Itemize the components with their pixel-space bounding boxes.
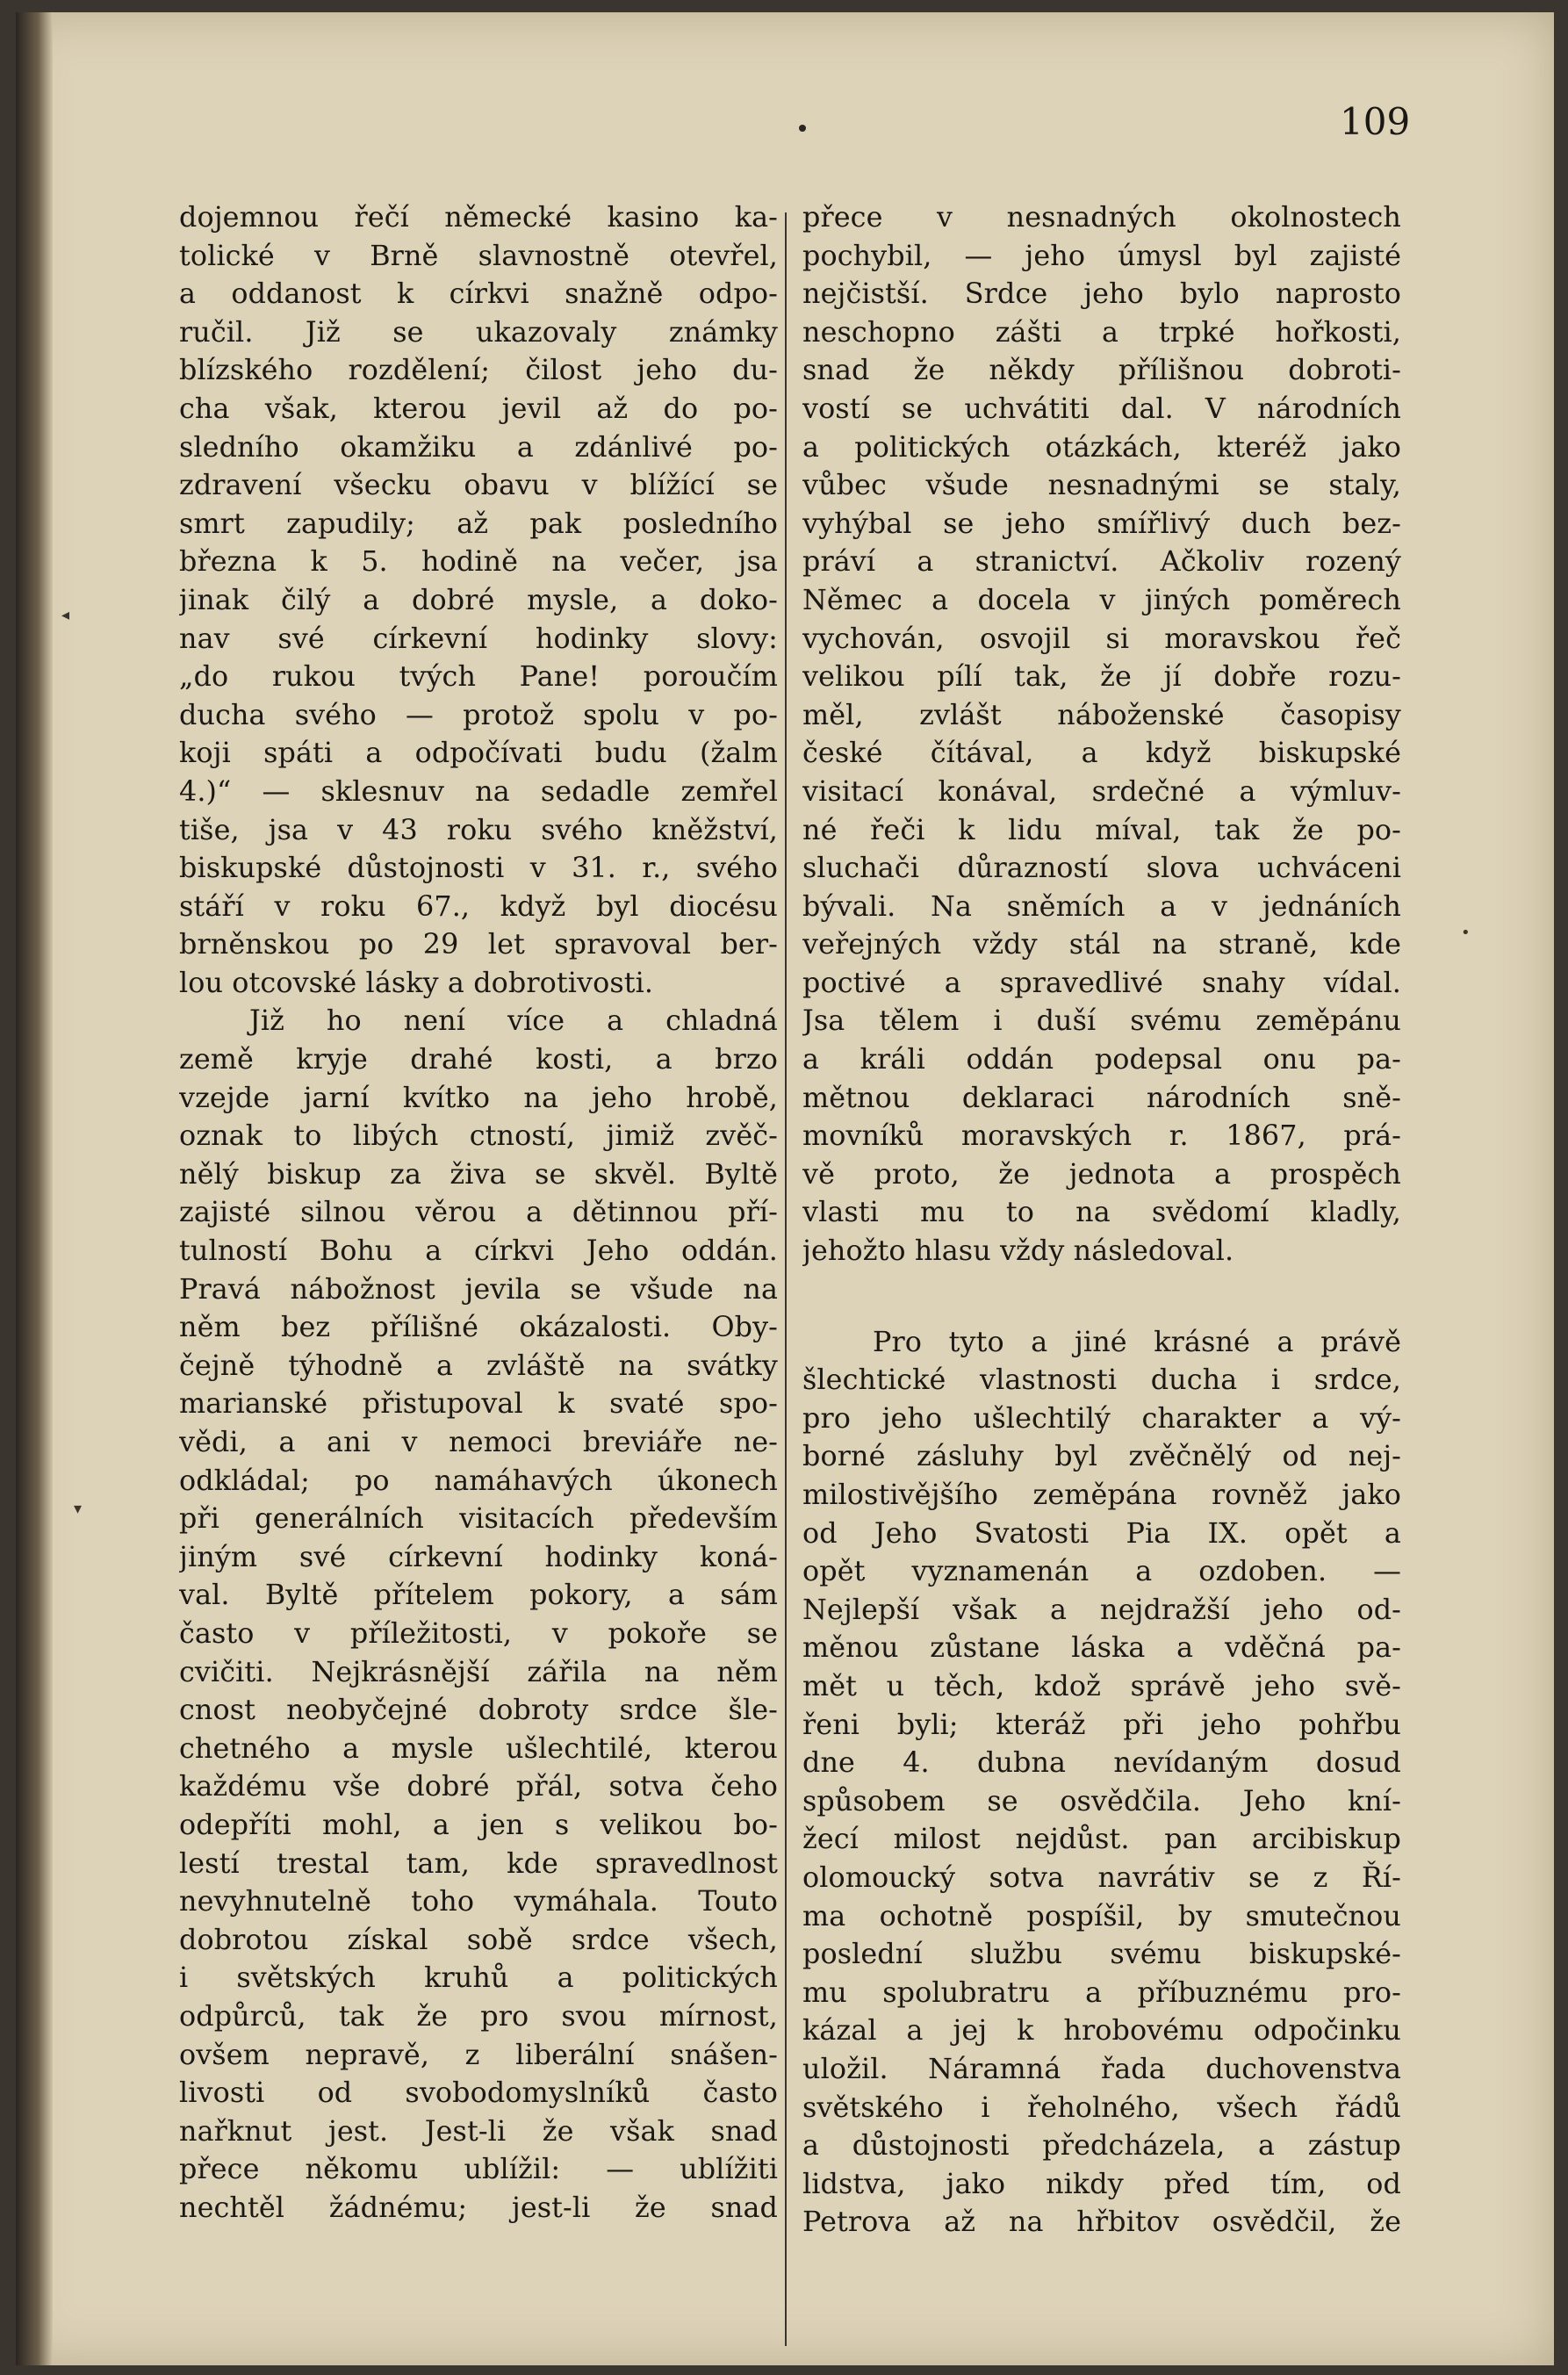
text-line: 4.)“ — sklesnuv na sedadle zemřel (179, 774, 778, 808)
text-line: neschopno zášti a trpké hořkosti, (802, 315, 1401, 349)
text-line: sledního okamžiku a zdánlivé po- (179, 430, 778, 464)
text-line: vychován, osvojil si moravskou řeč (802, 622, 1401, 655)
text-line: nevyhnutelně toho vymáhala. Touto (179, 1885, 778, 1918)
text-line: března k 5. hodině na večer, jsa (179, 545, 778, 579)
text-line: zajisté silnou věrou a dětinnou pří- (179, 1196, 778, 1229)
text-line: a králi oddán podepsal onu pa- (802, 1043, 1401, 1076)
text-line: světského i řeholného, všech řádů (802, 2091, 1401, 2124)
text-line: cvičiti. Nejkrásnější zářila na něm (179, 1655, 778, 1688)
text-line: při generálních visitacích především (179, 1502, 778, 1536)
text-line: livosti od svobodomyslníků často (179, 2076, 778, 2110)
text-line: koji spáti a odpočívati budu (žalm (179, 737, 778, 770)
text-line: uložil. Náramná řada duchovenstva (802, 2052, 1401, 2085)
text-line: tiše, jsa v 43 roku svého kněžství, (179, 813, 778, 846)
text-line: smrt zapudily; až pak posledního (179, 507, 778, 540)
text-line: sluchači důrazností slova uchváceni (802, 852, 1401, 885)
text-line: měl, zvlášt náboženské časopisy (802, 698, 1401, 731)
text-line: něm bez přílišné okázalosti. Oby- (179, 1311, 778, 1344)
text-line: tolické v Brně slavnostně otevřel, (179, 239, 778, 272)
text-line: milostivějšího zeměpána rovněž jako (802, 1479, 1401, 1511)
text-line: kázal a jej k hrobovému odpočinku (802, 2014, 1401, 2048)
text-line: ducha svého — protož spolu v po- (179, 698, 778, 731)
text-line: cha však, kterou jevil až do po- (179, 392, 778, 425)
text-line: vyhýbal se jeho smířlivý duch bez- (802, 507, 1401, 540)
text-line: zdravení všecku obavu v blížící se (179, 469, 778, 502)
text-line: a politických otázkách, kteréž jako (802, 430, 1401, 464)
text-line: brněnskou po 29 let spravoval ber- (179, 928, 778, 961)
text-line: odepříti mohl, a jen s velikou bo- (179, 1808, 778, 1841)
text-line: dne 4. dubna nevídaným dosud (802, 1746, 1401, 1780)
text-line: veřejných vždy stál na straně, kde (802, 928, 1401, 961)
text-line: mu spolubratru a příbuznému pro- (802, 1976, 1401, 2009)
text-line: cnost neobyčejné dobroty srdce šle- (179, 1694, 778, 1727)
text-line: visitací konával, srdečné a výmluv- (802, 774, 1401, 808)
text-line: stáří v roku 67., když byl diocésu (179, 889, 778, 923)
text-line: často v příležitosti, v pokoře se (179, 1616, 778, 1650)
text-line: olomoucký sotva navrátiv se z Ří- (802, 1860, 1401, 1894)
text-line: odpůrců, tak že pro svou mírnost, (179, 1999, 778, 2033)
text-line: vůbec všude nesnadnými se staly, (802, 469, 1401, 502)
text-line: lidstva, jako nikdy před tím, od (802, 2167, 1401, 2200)
text-line: pro jeho ušlechtilý charakter a vý- (802, 1401, 1401, 1435)
text-line: pochybil, — jeho úmysl byl zajisté (802, 239, 1401, 272)
column-rule (785, 212, 787, 2346)
text-line: lestí trestal tam, kde spravedlnost (179, 1846, 778, 1880)
text-line: oznak to libých ctností, jimiž zvěč- (179, 1119, 778, 1153)
page-number: 109 (1340, 100, 1411, 143)
text-line: „do rukou tvých Pane! poroučím (179, 660, 778, 694)
header-dot (799, 125, 806, 132)
text-line: ovšem nepravě, z liberální snášen- (179, 2038, 778, 2071)
text-line: borné zásluhy byl zvěčnělý od nej- (802, 1440, 1401, 1473)
text-line: ma ochotně pospíšil, by smutečnou (802, 1899, 1401, 1932)
text-line: práví a stranictví. Ačkoliv rozený (802, 545, 1401, 579)
text-line: mět u těch, kdož správě jeho svě- (802, 1669, 1401, 1702)
text-line: nělý biskup za živa se skvěl. Byltě (179, 1157, 778, 1191)
text-line: marianské přistupoval k svaté spo- (179, 1387, 778, 1421)
text-line: bývali. Na sněmích a v jednáních (802, 889, 1401, 923)
text-line: vostí se uchvátiti dal. V národních (802, 392, 1401, 425)
text-line: odkládal; po namáhavých úkonech (179, 1464, 778, 1497)
text-line: biskupské důstojnosti v 31. r., svého (179, 852, 778, 885)
left-column (179, 198, 778, 2227)
text-line: od Jeho Svatosti Pia IX. opět a (802, 1516, 1401, 1550)
text-line: tulností Bohu a církvi Jeho oddán. (179, 1234, 778, 1268)
text-line: přece v nesnadných okolnostech (802, 201, 1401, 234)
text-line: žecí milost nejdůst. pan arcibiskup (802, 1823, 1401, 1856)
text-line: ručil. Již se ukazovaly známky (179, 315, 778, 349)
text-line: čejně týhodně a zvláště na svátky (179, 1349, 778, 1382)
text-line: nav své církevní hodinky slovy: (179, 622, 778, 655)
text-line: nechtěl žádnému; jest-li že snad (179, 2191, 778, 2224)
text-line: Petrova až na hřbitov osvědčil, že (802, 2206, 1401, 2239)
text-line: jiným své církevní hodinky koná- (179, 1540, 778, 1573)
text-line: řeni byli; kteráž při jeho pohřbu (802, 1708, 1401, 1741)
text-line: snad že někdy přílišnou dobroti- (802, 354, 1401, 387)
text-line: Nejlepší však a nejdražší jeho od- (802, 1593, 1401, 1626)
text-line: vě proto, že jednota a prospěch (802, 1157, 1401, 1191)
text-line: Jsa tělem i duší svému zeměpánu (802, 1004, 1401, 1038)
text-line: vlasti mu to na svědomí kladly, (802, 1196, 1401, 1229)
text-line: dobrotou získal sobě srdce všech, (179, 1923, 778, 1956)
text-line: chetného a mysle ušlechtilé, kterou (179, 1731, 778, 1765)
margin-mark: • (1461, 924, 1471, 942)
text-line: né řeči k lidu míval, tak že po- (802, 813, 1401, 846)
text-line: Pravá nábožnost jevila se všude na (179, 1272, 778, 1306)
page-gutter (16, 12, 53, 2365)
text-line: Pro tyto a jiné krásné a právě (873, 1325, 1401, 1358)
text-line: a důstojnosti předcházela, a zástup (802, 2129, 1401, 2163)
text-line: každému vše dobré přál, sotva čeho (179, 1770, 778, 1803)
text-line: vzejde jarní kvítko na jeho hrobě, (179, 1081, 778, 1114)
text-line: přece někomu ublížil: — ublížiti (179, 2153, 778, 2186)
text-line: val. Byltě přítelem pokory, a sám (179, 1579, 778, 1612)
text-line: české čítával, a když biskupské (802, 737, 1401, 770)
text-line: Němec a docela v jiných poměrech (802, 583, 1401, 616)
text-line: i světských kruhů a politických (179, 1961, 778, 1995)
text-line: vědi, a ani v nemoci breviáře ne- (179, 1426, 778, 1458)
text-line: blízského rozdělení; čilost jeho du- (179, 354, 778, 387)
text-line: movníků moravských r. 1867, prá- (802, 1119, 1401, 1153)
text-line: spůsobem se osvědčila. Jeho kní- (802, 1784, 1401, 1817)
text-line: poctivé a spravedlivé snahy vídal. (802, 966, 1401, 999)
text-line: země kryje drahé kosti, a brzo (179, 1043, 778, 1076)
text-line: jinak čilý a dobré mysle, a doko- (179, 583, 778, 616)
text-line: měnou zůstane láska a vděčná pa- (802, 1631, 1401, 1665)
book-page (16, 12, 1554, 2365)
text-line: nařknut jest. Jest-li že však snad (179, 2114, 778, 2148)
text-line: Již ho není více a chladná (249, 1004, 778, 1038)
text-line: lou otcovské lásky a dobrotivosti. (179, 966, 654, 999)
paragraph-gap (802, 1270, 1401, 1323)
text-line: nejčistší. Srdce jeho bylo naprosto (802, 277, 1401, 311)
text-line: a oddanost k církvi snažně odpo- (179, 277, 778, 311)
text-line: opět vyznamenán a ozdoben. — (802, 1555, 1401, 1588)
text-line: jehožto hlasu vždy následoval. (802, 1234, 1234, 1268)
text-line: velikou pílí tak, že jí dobře rozu- (802, 660, 1401, 694)
text-line: šlechtické vlastnosti ducha i srdce, (802, 1364, 1401, 1397)
text-line: poslední službu svému biskupské- (802, 1938, 1401, 1971)
right-column (802, 198, 1401, 2242)
text-line: dojemnou řečí německé kasino ka- (179, 201, 778, 234)
margin-mark: ◂ (61, 606, 70, 624)
margin-mark: ▾ (74, 1500, 83, 1518)
text-line: mětnou deklaraci národních sně- (802, 1081, 1401, 1114)
